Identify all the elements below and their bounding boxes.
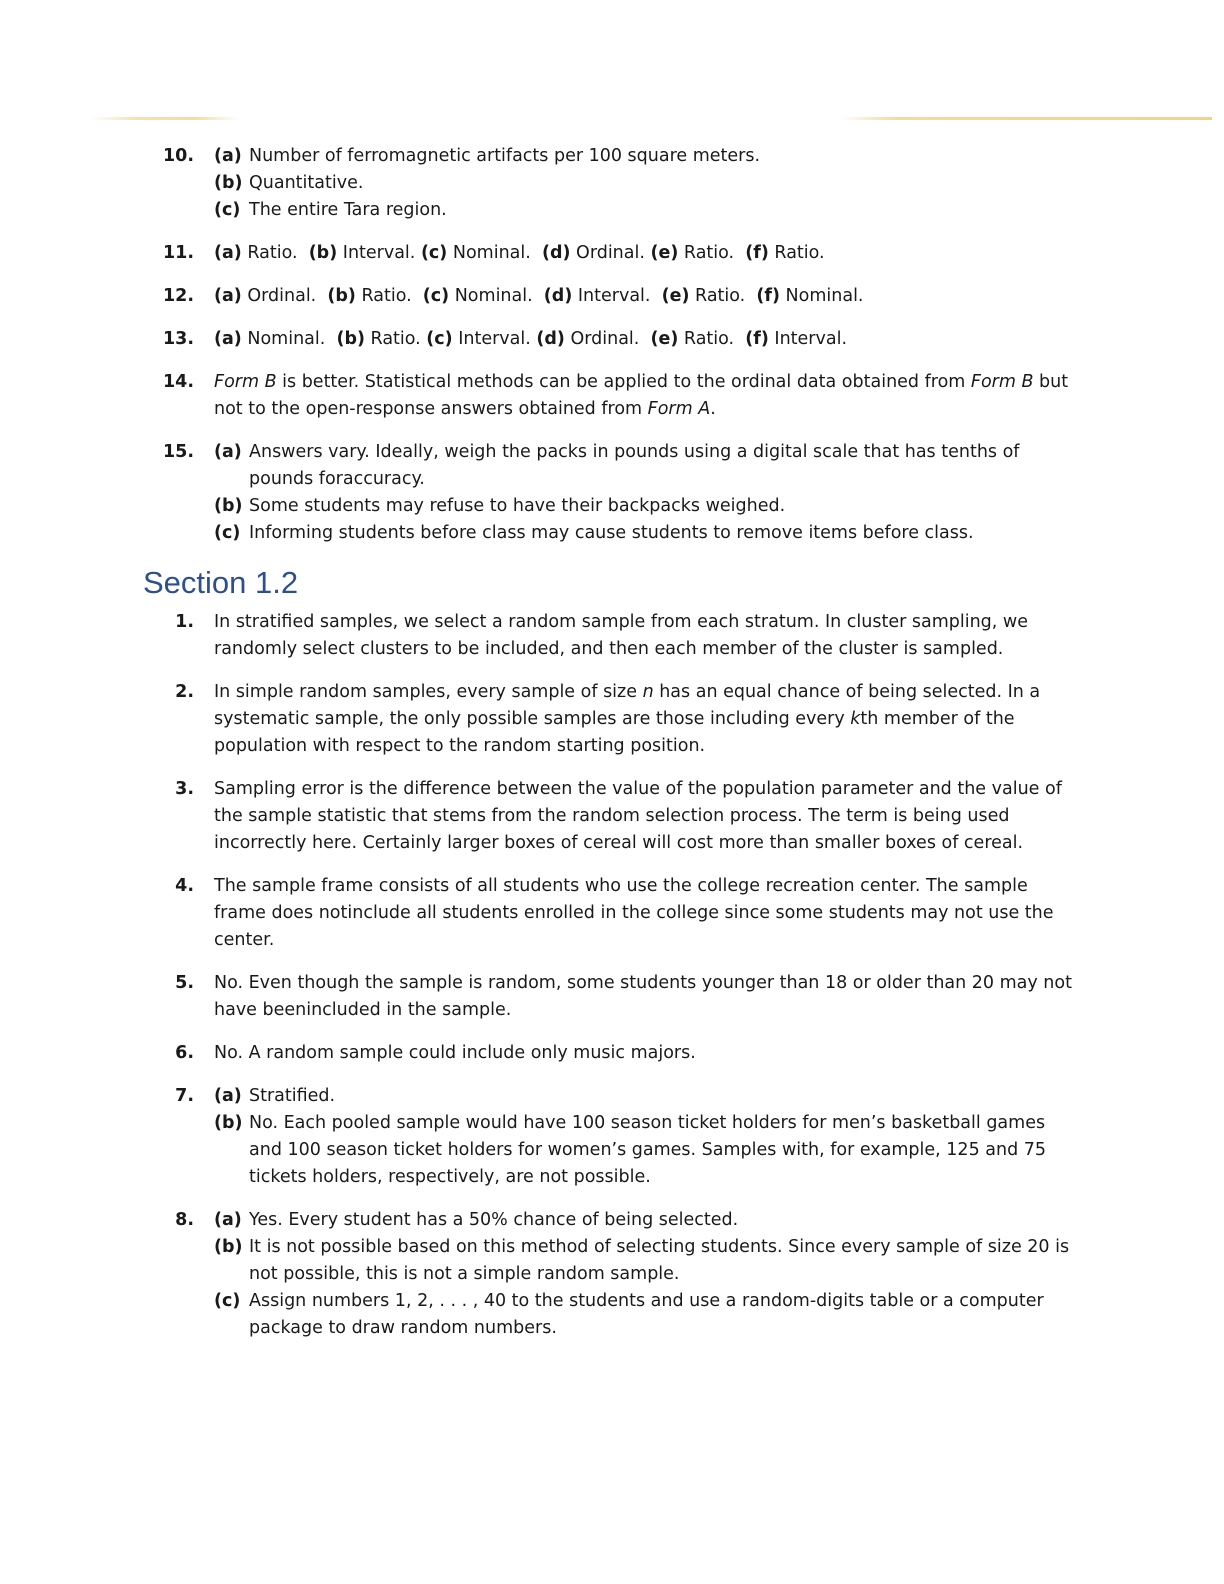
item-body: [214, 776, 1074, 857]
item-body: [214, 679, 1074, 760]
text-segment: In stratified samples, we select a random sample from each stratum. In cluster sampling, we randomly select clusters to be included, and then each member of the cluster is sampled.: [214, 612, 1028, 659]
part-text: Ordinal.: [564, 329, 651, 349]
part-text: Number of ferromagnetic artifacts per 100 square meters.: [249, 146, 761, 166]
part-text: Interval.: [768, 329, 848, 349]
answer-item: [0, 369, 1224, 423]
part-text: Answers vary. Ideally, weigh the packs in pounds using a digital scale that has tenths of pounds foraccuracy.: [249, 442, 1020, 489]
part-label: (d): [541, 243, 571, 263]
part-text: Interval.: [337, 243, 421, 263]
text-segment: In simple random samples, every sample of size: [214, 682, 643, 702]
item-body: [214, 970, 1074, 1024]
item-number: 7.: [175, 1086, 194, 1106]
answer-item: [0, 283, 1224, 310]
item-number: 15.: [162, 442, 194, 462]
item-body: [214, 369, 1074, 423]
part-label: (a): [214, 1210, 242, 1230]
item-number: 11.: [162, 243, 194, 263]
answer-item: [0, 143, 1224, 224]
part-text: Nominal.: [449, 286, 544, 306]
item-body: [214, 439, 1074, 547]
item-text: [214, 369, 1074, 423]
part-label: (d): [543, 286, 573, 306]
item-part: [214, 520, 1074, 547]
part-label: (b): [327, 286, 356, 306]
part-text: Quantitative.: [249, 173, 364, 193]
answer-item: [0, 1040, 1224, 1067]
item-number: 12.: [162, 286, 194, 306]
part-label: (a): [214, 329, 242, 349]
item-number: 14.: [162, 372, 194, 392]
item-body: [214, 143, 1074, 224]
item-number: 3.: [175, 779, 194, 799]
item-text: [214, 776, 1074, 857]
item-body: [214, 1207, 1074, 1342]
part-label: (b): [214, 496, 243, 516]
text-segment: No. Even though the sample is random, some students younger than 18 or older than 20 may not have beenincluded in the sample.: [214, 973, 1072, 1020]
part-label: (b): [214, 1237, 243, 1257]
answer-item: [0, 776, 1224, 857]
part-label: (a): [214, 243, 242, 263]
part-label: (d): [536, 329, 565, 349]
part-label: (c): [214, 1291, 241, 1311]
answer-item: [0, 679, 1224, 760]
italic-text: Form B: [214, 372, 277, 392]
item-body: [214, 326, 1074, 353]
part-label: (b): [214, 173, 243, 193]
part-label: (f): [745, 329, 769, 349]
header-rule-left: [90, 117, 240, 120]
item-number: 1.: [175, 612, 194, 632]
part-label: (a): [214, 286, 242, 306]
item-part: [214, 143, 1074, 170]
item-number: 10.: [162, 146, 194, 166]
part-label: (e): [650, 243, 679, 263]
part-label: (e): [661, 286, 690, 306]
answer-item: [0, 1083, 1224, 1191]
item-body: [214, 1040, 1074, 1067]
part-label: (a): [214, 442, 242, 462]
section-heading: Section 1.2: [143, 565, 299, 600]
part-label: (c): [214, 523, 241, 543]
answer-item: [0, 1207, 1224, 1342]
text-segment: The sample frame consists of all students who use the college recreation center. The sample frame does notinclude all students enrolled in the college since some students may not use the center.: [214, 876, 1054, 950]
part-label: (c): [420, 243, 448, 263]
part-label: (a): [214, 1086, 242, 1106]
part-label: (c): [426, 329, 453, 349]
part-text: Ratio.: [364, 329, 427, 349]
item-part: [214, 1110, 1074, 1191]
item-body: [214, 609, 1074, 663]
item-number: 13.: [162, 329, 194, 349]
item-part: [214, 1207, 1074, 1234]
item-text: [214, 970, 1074, 1024]
item-number: 6.: [175, 1043, 194, 1063]
part-label: (e): [650, 329, 679, 349]
text-segment: .: [710, 399, 716, 419]
item-part: [214, 1083, 1074, 1110]
part-label: (a): [214, 146, 242, 166]
part-text: Ordinal.: [570, 243, 651, 263]
part-text: Ratio.: [241, 243, 309, 263]
item-text: [214, 1040, 1074, 1067]
inline-answers: [214, 240, 1074, 267]
answer-item: [0, 970, 1224, 1024]
text-segment: th member of the population with respect to the random starting position.: [214, 709, 1015, 756]
answer-item: [0, 439, 1224, 547]
part-label: (b): [308, 243, 338, 263]
item-part: [214, 1288, 1074, 1342]
item-number: 2.: [175, 682, 194, 702]
text-segment: but not to the open-response answers obtained from: [214, 372, 1069, 419]
item-part: [214, 1234, 1074, 1288]
italic-text: Form B: [970, 372, 1034, 392]
item-number: 4.: [175, 876, 194, 896]
part-text: Interval.: [572, 286, 662, 306]
item-body: [214, 283, 1074, 310]
part-label: (f): [745, 243, 769, 263]
answer-list-section-1-1: [0, 143, 1224, 547]
part-label: (b): [336, 329, 365, 349]
answer-content: [0, 143, 1224, 1358]
part-text: Ratio.: [678, 243, 746, 263]
part-text: Assign numbers 1, 2, . . . , 40 to the students and use a random-digits table or a computer package to draw random numbers.: [249, 1291, 1044, 1338]
part-label: (c): [422, 286, 450, 306]
item-number: 5.: [175, 973, 194, 993]
answer-item: [0, 240, 1224, 267]
part-text: No. Each pooled sample would have 100 season ticket holders for men’s basketball games and 100 season ticket holders for women’s games. Samples with, for example, 125 and 75 tickets holders, respectively, are not possible.: [249, 1113, 1047, 1187]
part-text: Nominal.: [779, 286, 864, 306]
item-body: [214, 240, 1074, 267]
item-part: [214, 170, 1074, 197]
italic-text: k: [850, 709, 861, 729]
part-text: Interval.: [452, 329, 537, 349]
part-label: (b): [214, 1113, 243, 1133]
part-label: (f): [756, 286, 780, 306]
answer-item: [0, 873, 1224, 954]
part-text: Ratio.: [678, 329, 746, 349]
item-text: [214, 873, 1074, 954]
part-text: The entire Tara region.: [249, 200, 447, 220]
part-text: Some students may refuse to have their backpacks weighed.: [249, 496, 786, 516]
inline-answers: [214, 326, 1074, 353]
item-number: 8.: [175, 1210, 194, 1230]
part-label: (c): [214, 200, 241, 220]
item-text: [214, 679, 1074, 760]
part-text: Stratified.: [249, 1086, 336, 1106]
answer-item: [0, 609, 1224, 663]
text-segment: No. A random sample could include only music majors.: [214, 1043, 696, 1063]
part-text: Yes. Every student has a 50% chance of being selected.: [249, 1210, 739, 1230]
item-part: [214, 493, 1074, 520]
item-part: [214, 197, 1074, 224]
text-segment: Sampling error is the difference between the value of the population parameter and the value of the sample statistic that stems from the random selection process. The term is being used incorrectly here. Certainly larger boxes of cereal will cost more than smaller boxes of cereal.: [214, 779, 1062, 853]
part-text: It is not possible based on this method of selecting students. Since every sample of size 20 is not possible, this is not a simple random sample.: [249, 1237, 1070, 1284]
italic-text: n: [642, 682, 654, 702]
answer-list-section-1-2: [0, 609, 1224, 1342]
part-text: Informing students before class may cause students to remove items before class.: [249, 523, 974, 543]
item-body: [214, 1083, 1074, 1191]
item-part: [214, 439, 1074, 493]
part-text: Ratio.: [355, 286, 423, 306]
part-text: Nominal.: [447, 243, 542, 263]
part-text: Ratio.: [689, 286, 757, 306]
italic-text: Form A: [647, 399, 711, 419]
text-segment: has an equal chance of being selected. In a systematic sample, the only possible samples are those including every: [214, 682, 1041, 729]
inline-answers: [214, 283, 1074, 310]
item-text: [214, 609, 1074, 663]
text-segment: is better. Statistical methods can be applied to the ordinal data obtained from: [276, 372, 971, 392]
part-text: Ratio.: [768, 243, 825, 263]
part-text: Nominal.: [241, 329, 337, 349]
header-rule-right: [840, 117, 1212, 120]
answer-item: [0, 326, 1224, 353]
item-body: [214, 873, 1074, 954]
part-text: Ordinal.: [241, 286, 328, 306]
